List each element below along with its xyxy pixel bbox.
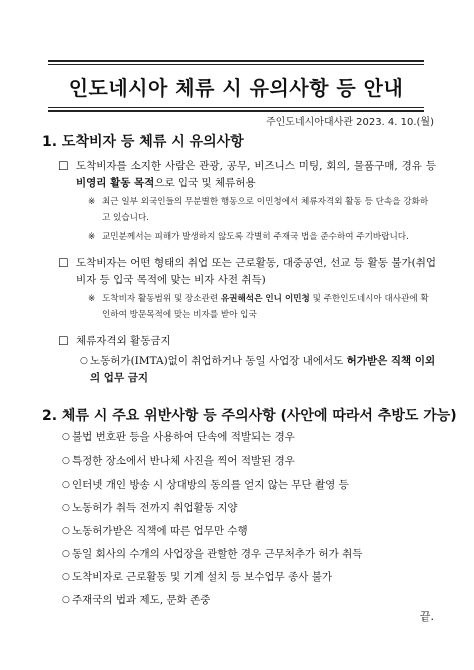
section-2-item-5: ○ 노동허가받은 직책에 따른 업무만 수행 [62, 523, 444, 540]
section-2-item-1: ○ 불법 번호판 등을 사용하여 단속에 적발되는 경우 [62, 429, 444, 446]
checkbox-square-icon: ☐ [58, 256, 69, 270]
section-2-item-3: ○ 인터넷 개인 방송 시 상대방의 동의를 얻지 않는 무단 촬영 등 [62, 477, 444, 494]
section-2-item-8: ○ 주재국의 법과 제도, 문화 존중 [62, 592, 444, 609]
circle-bullet-icon: ○ [62, 480, 70, 490]
circle-bullet-icon: ○ [80, 356, 88, 366]
section-1-note-2: ※ 교민분께서는 피해가 발생하지 않도록 각별히 주재국 법을 준수하여 주기바랍니다. [88, 229, 436, 245]
checkbox-square-icon: ☐ [58, 334, 69, 348]
section-2-item-4: ○ 노동허가 취득 전까지 취업활동 지양 [62, 500, 444, 517]
section-1-item-2: ☐ 도착비자는 어떤 형태의 취업 또는 근로활동, 대중공연, 선교 등 활동 불가(취업비자 등 입국 목적에 맞는 비자 사전 취득) [58, 255, 436, 289]
section-2-heading: 2. 체류 시 주요 위반사항 등 주의사항 (사안에 따라서 추방도 가능) [42, 408, 457, 424]
page-title: 인도네시아 체류 시 유의사항 등 안내 [68, 75, 404, 100]
circle-bullet-icon: ○ [62, 549, 70, 559]
reference-mark-icon: ※ [88, 197, 96, 207]
section-1-subitem-1: ○ 노동허가(IMTA)없이 취업하거나 동일 사업장 내에서도 허가받은 직책 이외의 업무 금지 [80, 353, 436, 387]
circle-bullet-icon: ○ [62, 572, 70, 582]
section-1-note-3: ※ 도착비자 활동범위 및 장소관련 유권해석은 인니 이민청 및 주한인도네시아 대사관에 확인하여 방문목적에 맞는 비자를 받아 입국 [88, 291, 436, 323]
reference-mark-icon: ※ [88, 294, 96, 304]
circle-bullet-icon: ○ [62, 432, 70, 442]
section-2-item-6: ○ 동일 회사의 수개의 사업장을 관할한 경우 근무처추가 허가 취득 [62, 546, 444, 563]
reference-mark-icon: ※ [88, 232, 96, 242]
section-2-item-2: ○ 특정한 장소에서 반나체 사진을 찍어 적발된 경우 [62, 453, 444, 470]
section-1-item-1 [58, 158, 436, 192]
circle-bullet-icon: ○ [62, 503, 70, 513]
circle-bullet-icon: ○ [62, 595, 70, 605]
section-2-item-7: ○ 도착비자로 근로활동 및 기계 설치 등 보수업무 종사 불가 [62, 569, 444, 586]
circle-bullet-icon: ○ [62, 526, 70, 536]
end-mark: 끝. [419, 610, 434, 623]
issuer-date: 주인도네시아대사관 2023. 4. 10.(월) [265, 117, 434, 128]
section-1-heading: 1. 도착비자 등 체류 시 유의사항 [42, 134, 244, 150]
checkbox-square-icon: ☐ [58, 159, 69, 173]
item-text: 도착비자를 소지한 사람은 관광, 공무, 비즈니스 미팅, 회의, 물품구매, 경유 등 비영리 활동 목적으로 입국 및 체류허용 [76, 160, 436, 189]
circle-bullet-icon: ○ [62, 456, 70, 466]
section-1-note-1: ※ 최근 일부 외국인들의 무분별한 행동으로 이민청에서 체류자격외 활동 등 단속을 강화하고 있습니다. [88, 194, 436, 226]
title-box [48, 60, 424, 112]
section-1-item-3: ☐ 체류자격외 활동금지 [58, 334, 171, 348]
